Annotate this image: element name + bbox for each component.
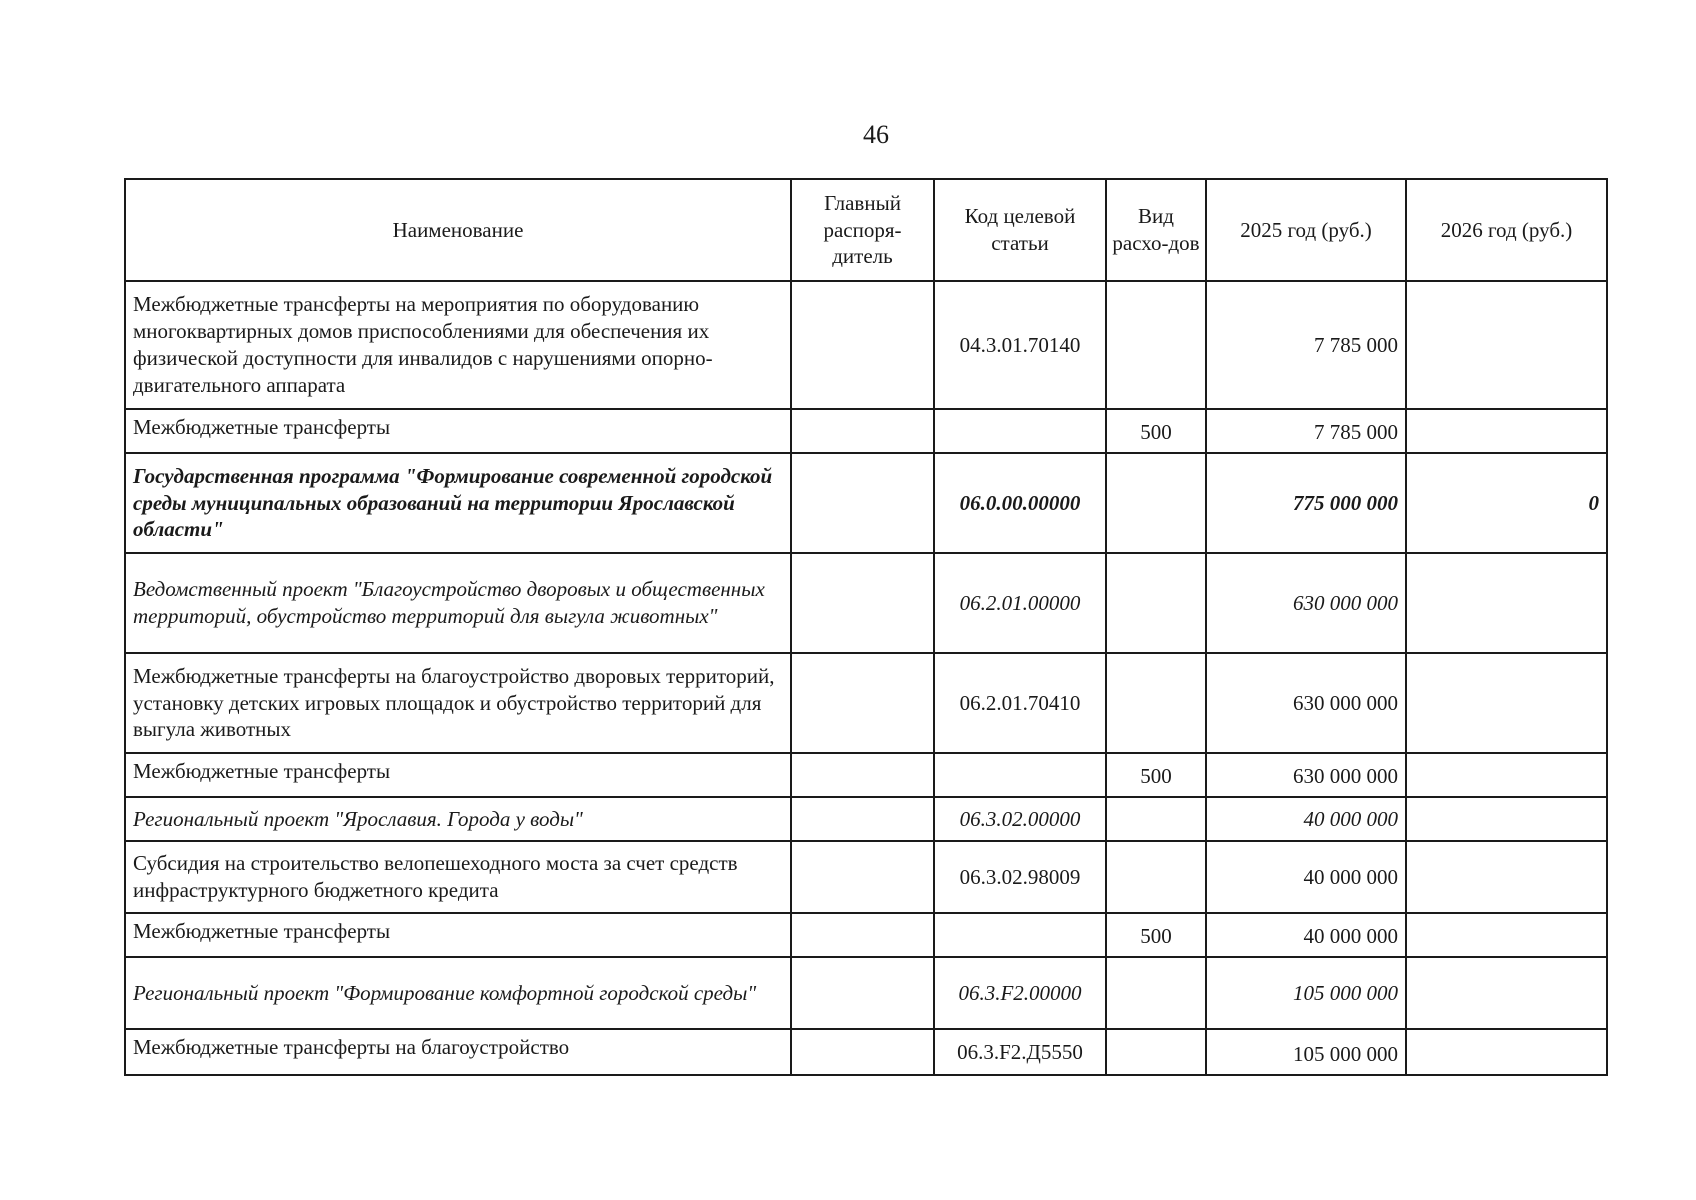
cell-expense bbox=[1106, 957, 1206, 1029]
cell-admin bbox=[791, 753, 934, 797]
cell-2025: 7 785 000 bbox=[1206, 281, 1406, 409]
table-row bbox=[125, 1029, 1607, 1075]
cell-expense bbox=[1106, 797, 1206, 841]
budget-table bbox=[124, 178, 1608, 1076]
cell-code: 06.2.01.00000 bbox=[934, 553, 1106, 653]
cell-admin bbox=[791, 841, 934, 913]
cell-code bbox=[934, 409, 1106, 453]
cell-2025: 630 000 000 bbox=[1206, 553, 1406, 653]
cell-code: 04.3.01.70140 bbox=[934, 281, 1106, 409]
cell-name: Субсидия на строительство велопешеходного моста за счет средств инфраструктурного бюджетного кредита bbox=[125, 841, 791, 913]
header-expense: Вид расхо-дов bbox=[1106, 179, 1206, 281]
table-row bbox=[125, 553, 1607, 653]
cell-2025: 630 000 000 bbox=[1206, 653, 1406, 753]
cell-2025: 775 000 000 bbox=[1206, 453, 1406, 553]
cell-2026 bbox=[1406, 841, 1607, 913]
cell-expense bbox=[1106, 653, 1206, 753]
table-row bbox=[125, 913, 1607, 957]
cell-admin bbox=[791, 1029, 934, 1075]
cell-2026 bbox=[1406, 797, 1607, 841]
cell-expense: 500 bbox=[1106, 409, 1206, 453]
cell-name: Межбюджетные трансферты bbox=[125, 753, 791, 797]
cell-admin bbox=[791, 653, 934, 753]
cell-admin bbox=[791, 553, 934, 653]
cell-code: 06.3.F2.Д5550 bbox=[934, 1029, 1106, 1075]
cell-name: Межбюджетные трансферты bbox=[125, 913, 791, 957]
cell-expense bbox=[1106, 1029, 1206, 1075]
cell-admin bbox=[791, 281, 934, 409]
header-name: Наименование bbox=[125, 179, 791, 281]
cell-2026 bbox=[1406, 409, 1607, 453]
cell-2026 bbox=[1406, 753, 1607, 797]
cell-code bbox=[934, 913, 1106, 957]
header-admin: Главный распоря-дитель bbox=[791, 179, 934, 281]
cell-2025: 40 000 000 bbox=[1206, 797, 1406, 841]
cell-2026 bbox=[1406, 913, 1607, 957]
table-row bbox=[125, 797, 1607, 841]
header-code: Код целевой статьи bbox=[934, 179, 1106, 281]
page-number: 46 bbox=[863, 120, 889, 149]
table-header bbox=[125, 179, 1607, 281]
cell-name: Межбюджетные трансферты на благоустройство дворовых территорий, установку детских игровых площадок и обустройство территорий для выгула животных bbox=[125, 653, 791, 753]
cell-expense bbox=[1106, 453, 1206, 553]
cell-code: 06.3.02.00000 bbox=[934, 797, 1106, 841]
cell-code: 06.2.01.70410 bbox=[934, 653, 1106, 753]
cell-admin bbox=[791, 409, 934, 453]
table-row bbox=[125, 957, 1607, 1029]
table-row bbox=[125, 281, 1607, 409]
cell-expense bbox=[1106, 281, 1206, 409]
cell-2025: 7 785 000 bbox=[1206, 409, 1406, 453]
cell-2026 bbox=[1406, 653, 1607, 753]
table-body bbox=[125, 281, 1607, 1075]
header-row bbox=[125, 179, 1607, 281]
cell-name: Государственная программа "Формирование современной городской среды муниципальных образований на территории Ярославской области" bbox=[125, 453, 791, 553]
cell-code: 06.3.F2.00000 bbox=[934, 957, 1106, 1029]
cell-name: Региональный проект "Ярославия. Города у воды" bbox=[125, 797, 791, 841]
cell-code: 06.3.02.98009 bbox=[934, 841, 1106, 913]
cell-2025: 630 000 000 bbox=[1206, 753, 1406, 797]
cell-2026 bbox=[1406, 957, 1607, 1029]
table-row bbox=[125, 753, 1607, 797]
cell-admin bbox=[791, 957, 934, 1029]
cell-name: Ведомственный проект "Благоустройство дворовых и общественных территорий, обустройство территорий для выгула животных" bbox=[125, 553, 791, 653]
cell-2026 bbox=[1406, 1029, 1607, 1075]
cell-name: Межбюджетные трансферты на мероприятия по оборудованию многоквартирных домов приспособлениями для обеспечения их физической доступности для инвалидов с нарушениями опорно-двигательного аппарата bbox=[125, 281, 791, 409]
cell-expense: 500 bbox=[1106, 753, 1206, 797]
cell-expense bbox=[1106, 553, 1206, 653]
cell-2025: 40 000 000 bbox=[1206, 841, 1406, 913]
cell-expense: 500 bbox=[1106, 913, 1206, 957]
table-row bbox=[125, 409, 1607, 453]
header-2026: 2026 год (руб.) bbox=[1406, 179, 1607, 281]
cell-2025: 105 000 000 bbox=[1206, 1029, 1406, 1075]
cell-2025: 40 000 000 bbox=[1206, 913, 1406, 957]
cell-2026: 0 bbox=[1406, 453, 1607, 553]
cell-2026 bbox=[1406, 281, 1607, 409]
cell-name: Межбюджетные трансферты на благоустройство bbox=[125, 1029, 791, 1075]
cell-admin bbox=[791, 797, 934, 841]
cell-2026 bbox=[1406, 553, 1607, 653]
cell-code: 06.0.00.00000 bbox=[934, 453, 1106, 553]
cell-admin bbox=[791, 913, 934, 957]
cell-expense bbox=[1106, 841, 1206, 913]
cell-name: Региональный проект "Формирование комфортной городской среды" bbox=[125, 957, 791, 1029]
header-2025: 2025 год (руб.) bbox=[1206, 179, 1406, 281]
cell-code bbox=[934, 753, 1106, 797]
table-row bbox=[125, 653, 1607, 753]
cell-admin bbox=[791, 453, 934, 553]
table-row bbox=[125, 841, 1607, 913]
cell-name: Межбюджетные трансферты bbox=[125, 409, 791, 453]
table-row bbox=[125, 453, 1607, 553]
cell-2025: 105 000 000 bbox=[1206, 957, 1406, 1029]
